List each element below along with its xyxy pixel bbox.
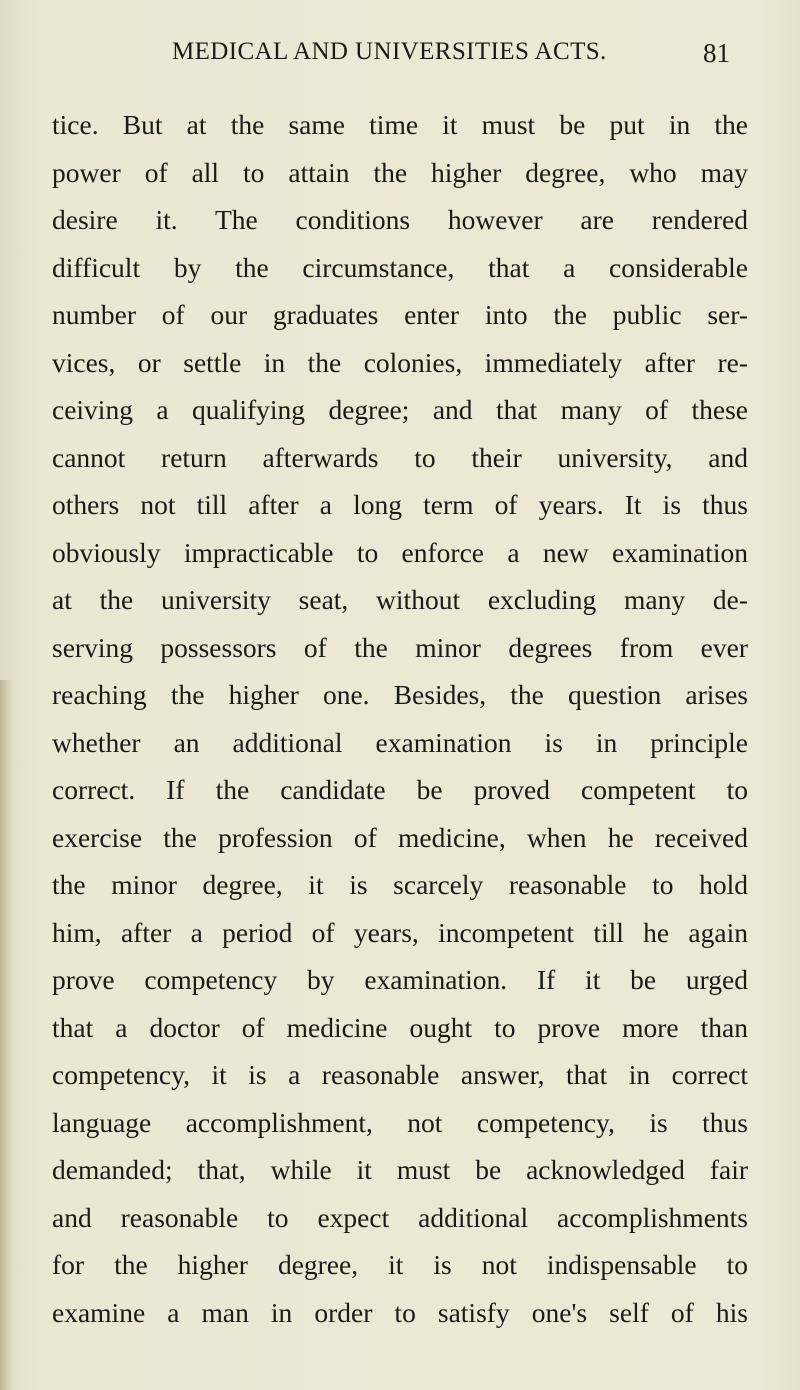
text-line: at the university seat, without excluding many de- xyxy=(52,584,748,615)
text-line: ceiving a qualifying degree; and that many of these xyxy=(52,394,748,425)
text-line: others not till after a long term of years. It is thus xyxy=(52,489,748,520)
text-line: obviously impracticable to enforce a new examination xyxy=(52,536,748,568)
text-line: him, after a period of years, incompetent till he again xyxy=(52,916,748,948)
text-line: the minor degree, it is scarcely reasonable to hold xyxy=(52,869,748,900)
text-line: for the higher degree, it is not indispensable to xyxy=(52,1249,748,1280)
text-line: vices, or settle in the colonies, immediately after re- xyxy=(52,346,748,378)
text-line: desire it. The conditions however are rendered xyxy=(52,204,748,235)
page-number: 81 xyxy=(703,38,730,68)
running-title: MEDICAL AND UNIVERSITIES ACTS. xyxy=(172,38,607,65)
text-line: power of all to attain the higher degree, who may xyxy=(52,156,748,188)
text-line: tice. But at the same time it must be put in the xyxy=(52,109,748,140)
text-line: exercise the profession of medicine, when he received xyxy=(52,821,748,853)
text-line: prove competency by examination. If it be urged xyxy=(52,964,748,995)
page-header xyxy=(172,38,730,78)
text-line: whether an additional examination is in principle xyxy=(52,726,748,758)
text-line: and reasonable to expect additional accomplishments xyxy=(52,1201,748,1233)
text-line: competency, it is a reasonable answer, that in correct xyxy=(52,1059,748,1090)
text-line: demanded; that, while it must be acknowledged fair xyxy=(52,1154,748,1185)
text-line: number of our graduates enter into the public ser- xyxy=(52,299,748,330)
text-line: language accomplishment, not competency, is thus xyxy=(52,1106,748,1138)
text-line: examine a man in order to satisfy one's self of his xyxy=(52,1296,748,1328)
text-line: reaching the higher one. Besides, the question arises xyxy=(52,679,748,710)
text-line: difficult by the circumstance, that a considerable xyxy=(52,251,748,283)
gutter-shadow xyxy=(0,680,14,1390)
text-line: correct. If the candidate be proved competent to xyxy=(52,774,748,805)
text-line: cannot return afterwards to their university, and xyxy=(52,441,748,473)
text-line: serving possessors of the minor degrees from ever xyxy=(52,631,748,663)
body-text xyxy=(52,101,748,1336)
text-line: that a doctor of medicine ought to prove more than xyxy=(52,1011,748,1043)
